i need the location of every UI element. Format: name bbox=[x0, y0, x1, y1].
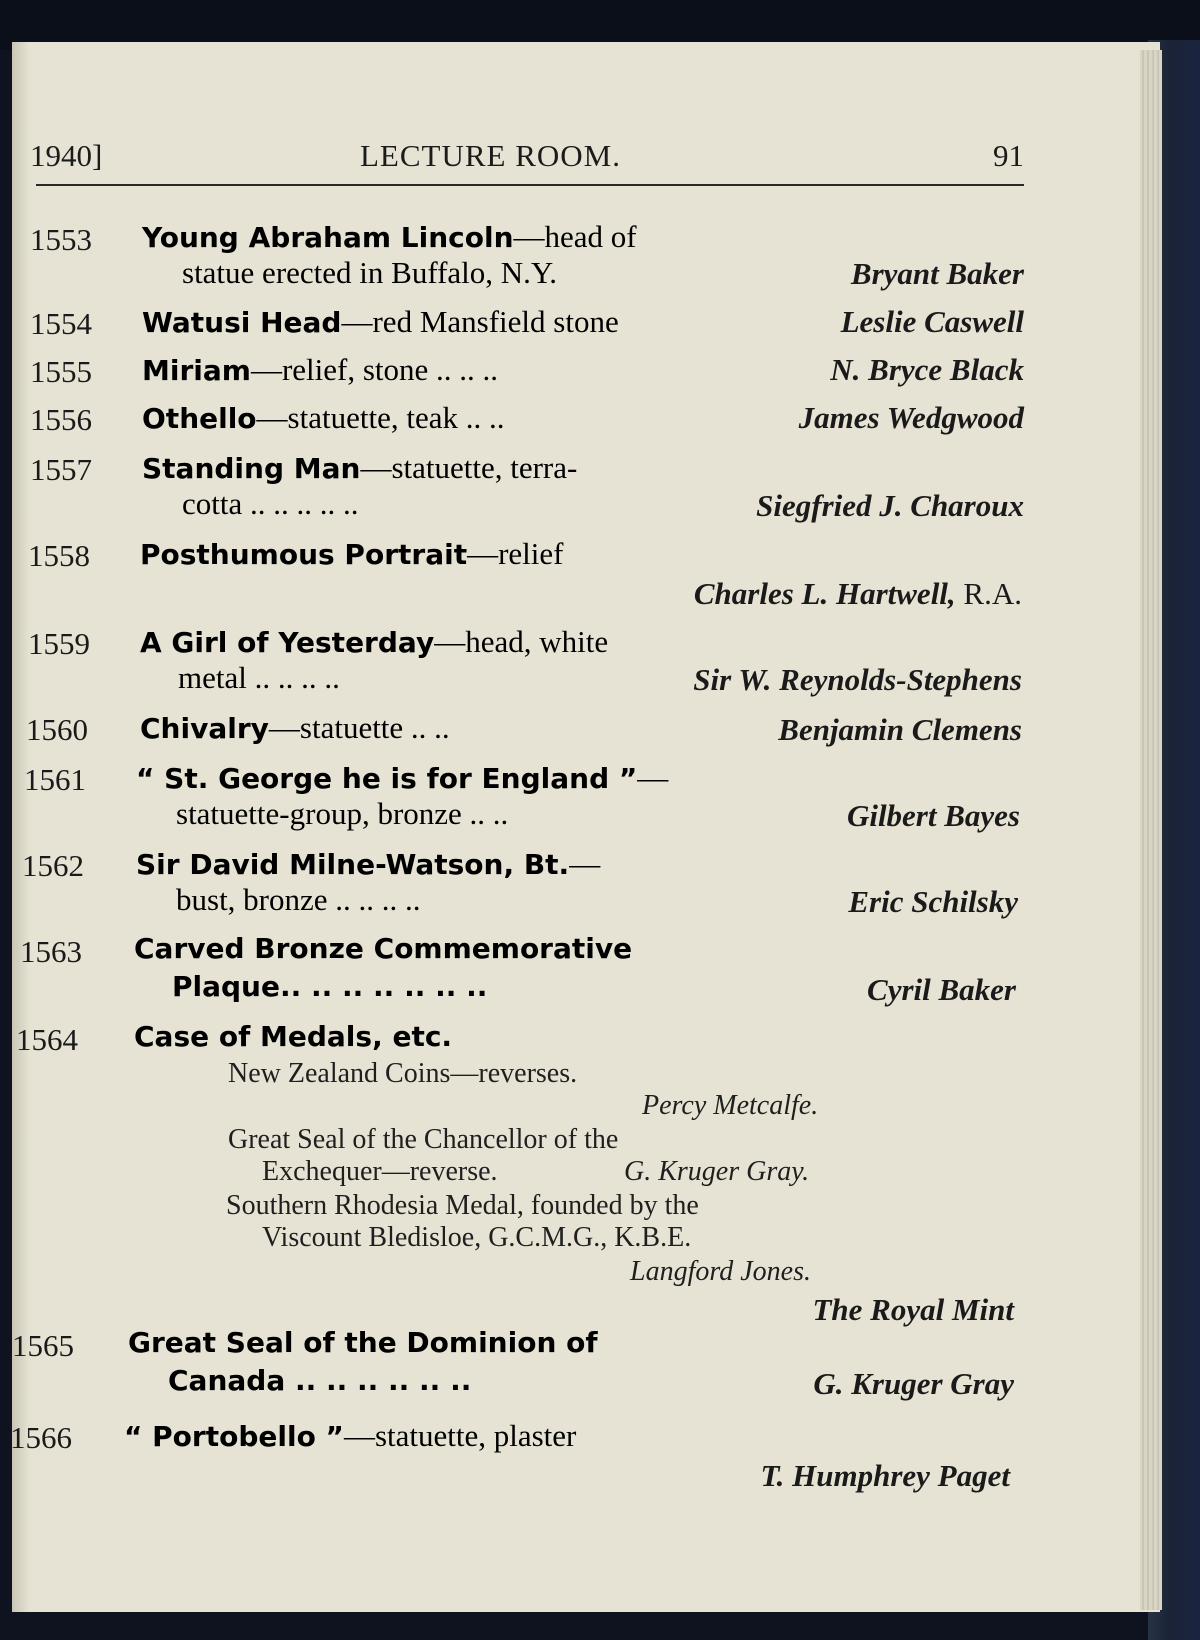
entry-artist: N. Bryce Black bbox=[830, 352, 1024, 387]
medal-artist: Percy Metcalfe. bbox=[642, 1090, 819, 1121]
entry-title: Carved Bronze Commemorative bbox=[134, 932, 633, 965]
entry-artist: Leslie Caswell bbox=[840, 304, 1024, 339]
medal-line: Great Seal of the Chancellor of the bbox=[228, 1124, 619, 1155]
entry-description-cont: Canada .. .. .. .. .. .. bbox=[168, 1364, 472, 1397]
entry-number: 1553 bbox=[30, 222, 92, 257]
entry-description: —statuette, terra- bbox=[360, 450, 578, 485]
entry-artist: Bryant Baker bbox=[850, 256, 1024, 291]
entry-description: —statuette, teak .. .. bbox=[256, 400, 505, 435]
page-stack-edge bbox=[1140, 50, 1162, 1610]
entry-description: —head, white bbox=[434, 624, 609, 659]
entry-description-cont: cotta .. .. .. .. .. bbox=[182, 486, 359, 521]
entry-title: Othello bbox=[142, 402, 257, 435]
entry-artist: Charles L. Hartwell, bbox=[693, 576, 956, 611]
entry-title: Case of Medals, etc. bbox=[134, 1020, 453, 1053]
medal-line: Viscount Bledisloe, G.C.M.G., K.B.E. bbox=[262, 1222, 692, 1253]
header-title: LECTURE ROOM. bbox=[360, 138, 621, 173]
entry-number: 1556 bbox=[30, 402, 92, 437]
header-rule bbox=[36, 184, 1024, 186]
medal-artist: Langford Jones. bbox=[630, 1256, 811, 1287]
entry-title: Young Abraham Lincoln bbox=[142, 221, 514, 254]
entry-number: 1561 bbox=[24, 762, 86, 797]
entry-artist: T. Humphrey Paget bbox=[760, 1458, 1010, 1493]
entry-artist: Eric Schilsky bbox=[848, 884, 1018, 919]
entry-number: 1563 bbox=[20, 934, 82, 969]
medal-line: Exchequer—reverse. bbox=[262, 1156, 498, 1187]
entry-description-cont: Plaque.. .. .. .. .. .. .. bbox=[172, 970, 488, 1003]
entry-description: — bbox=[569, 846, 601, 881]
page-gutter-shadow bbox=[12, 42, 30, 1612]
entry-title: Sir David Milne-Watson, Bt. bbox=[136, 848, 570, 881]
page-number: 91 bbox=[993, 138, 1024, 173]
entry-artist: Cyril Baker bbox=[867, 972, 1016, 1007]
entry-number: 1559 bbox=[28, 626, 90, 661]
entry-artist: The Royal Mint bbox=[812, 1292, 1014, 1327]
entry-artist: Gilbert Bayes bbox=[846, 798, 1020, 833]
medal-line: Southern Rhodesia Medal, founded by the bbox=[226, 1190, 699, 1221]
entry-title: “ St. George he is for England ” bbox=[136, 762, 638, 795]
entry-artist: James Wedgwood bbox=[798, 400, 1024, 435]
entry-description-cont: statue erected in Buffalo, N.Y. bbox=[182, 255, 558, 290]
medal-line: New Zealand Coins—reverses. bbox=[228, 1058, 578, 1089]
entry-description-cont: metal .. .. .. .. bbox=[178, 660, 340, 695]
entry-number: 1554 bbox=[30, 306, 92, 341]
entry-description: —red Mansfield stone bbox=[341, 304, 619, 339]
entry-artist: Sir W. Reynolds-Stephens bbox=[693, 662, 1022, 697]
entry-number: 1566 bbox=[10, 1420, 72, 1455]
entry-artist: Benjamin Clemens bbox=[778, 712, 1022, 747]
entry-description: — bbox=[637, 760, 669, 795]
entry-title: A Girl of Yesterday bbox=[140, 626, 435, 659]
entry-artist: Siegfried J. Charoux bbox=[756, 488, 1024, 523]
entry-title: “ Portobello ” bbox=[124, 1420, 344, 1453]
entry-title: Standing Man bbox=[142, 452, 361, 485]
entry-description-cont: statuette-group, bronze .. .. bbox=[176, 796, 509, 831]
entry-title: Posthumous Portrait bbox=[140, 538, 468, 571]
entry-number: 1560 bbox=[26, 712, 88, 747]
medal-artist: G. Kruger Gray. bbox=[624, 1156, 810, 1187]
entry-description: —head of bbox=[513, 219, 637, 254]
entry-title: Great Seal of the Dominion of bbox=[128, 1326, 598, 1359]
entry-description: —relief, stone .. .. .. bbox=[250, 352, 499, 387]
entry-title: Watusi Head bbox=[142, 306, 342, 339]
entry-number: 1558 bbox=[28, 538, 90, 573]
entry-description-cont: bust, bronze .. .. .. .. bbox=[176, 882, 421, 917]
entry-artist-suffix: R.A. bbox=[963, 576, 1022, 611]
entry-number: 1564 bbox=[16, 1022, 78, 1057]
entry-title: Miriam bbox=[142, 354, 251, 387]
header-year: 1940] bbox=[30, 138, 103, 173]
entry-number: 1565 bbox=[12, 1328, 74, 1363]
entry-number: 1555 bbox=[30, 354, 92, 389]
entry-description: —relief bbox=[467, 536, 564, 571]
entry-artist: G. Kruger Gray bbox=[813, 1366, 1014, 1401]
running-header bbox=[30, 138, 1024, 184]
entry-number: 1557 bbox=[30, 452, 92, 487]
entry-title: Chivalry bbox=[140, 712, 269, 745]
entry-number: 1562 bbox=[22, 848, 84, 883]
entry-description: —statuette .. .. bbox=[268, 710, 450, 745]
entry-description: —statuette, plaster bbox=[343, 1418, 577, 1453]
